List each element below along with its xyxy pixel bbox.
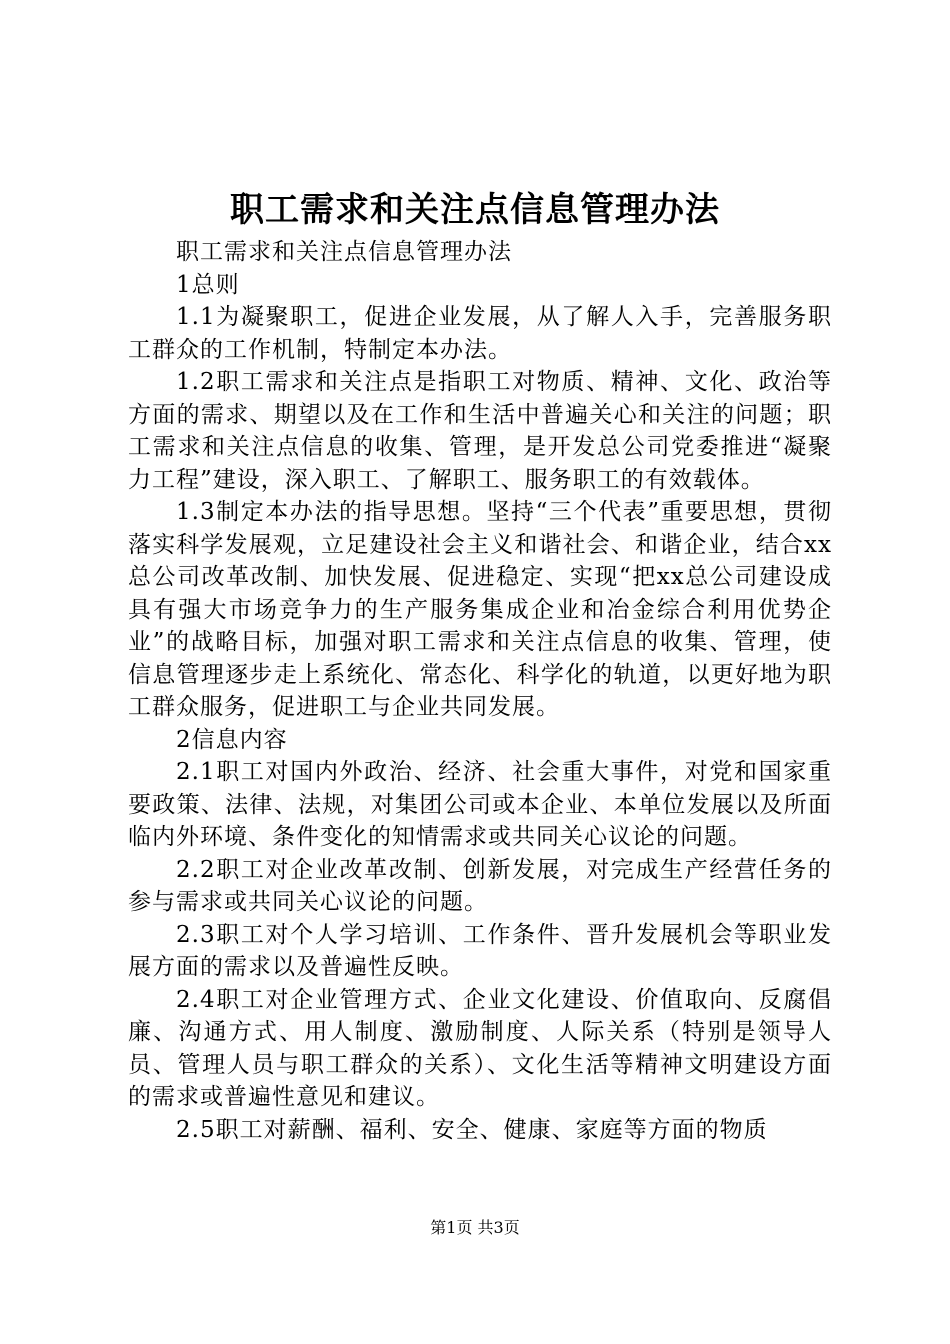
paragraph-2-3: 2.3职工对个人学习培训、工作条件、晋升发展机会等职业发展方面的需求以及普遍性反映。 xyxy=(128,921,832,980)
paragraph-2-1: 2.1职工对国内外政治、经济、社会重大事件，对党和国家重要政策、法律、法规，对集团公司或本企业、本单位发展以及所面临内外环境、条件变化的知情需求或共同关心议论的问题。 xyxy=(128,759,832,850)
paragraph-section-2-heading: 2信息内容 xyxy=(176,726,288,753)
paragraph-2-2: 2.2职工对企业改革改制、创新发展，对完成生产经营任务的参与需求或共同关心议论的问题。 xyxy=(128,856,832,915)
paragraph-1-3: 1.3制定本办法的指导思想。坚持“三个代表”重要思想，贯彻落实科学发展观，立足建设社会主义和谐社会、和谐企业，结合xx总公司改革改制、加快发展、促进稳定、实现“把xx总公司建设成具有强大市场竞争力的生产服务集成企业和冶金综合利用优势企业”的战略目标，加强对职工需求和关注点信息的收集、管理，使信息管理逐步走上系统化、常态化、科学化的轨道，以更好地为职工群众服务，促进职工与企业共同发展。 xyxy=(128,499,832,720)
paragraph-section-1-heading: 1总则 xyxy=(176,271,240,298)
paragraph-2-5: 2.5职工对薪酬、福利、安全、健康、家庭等方面的物质 xyxy=(176,1116,768,1143)
paragraph-1-1: 1.1为凝聚职工，促进企业发展，从了解人入手，完善服务职工群众的工作机制，特制定本办法。 xyxy=(128,304,832,363)
document-title: 职工需求和关注点信息管理办法 xyxy=(230,190,720,230)
paragraph-subtitle: 职工需求和关注点信息管理办法 xyxy=(176,239,512,265)
paragraph-1-2: 1.2职工需求和关注点是指职工对物质、精神、文化、政治等方面的需求、期望以及在工作和生活中普遍关心和关注的问题；职工需求和关注点信息的收集、管理，是开发总公司党委推进“凝聚力工程”建设，深入职工、了解职工、服务职工的有效载体。 xyxy=(128,369,832,493)
paragraph-2-4: 2.4职工对企业管理方式、企业文化建设、价值取向、反腐倡廉、沟通方式、用人制度、激励制度、人际关系（特别是领导人员、管理人员与职工群众的关系）、文化生活等精神文明建设方面的需求或普遍性意见和建议。 xyxy=(128,986,832,1110)
document-body xyxy=(128,236,832,1146)
page-number-footer: 第1页 共3页 xyxy=(430,1218,520,1237)
